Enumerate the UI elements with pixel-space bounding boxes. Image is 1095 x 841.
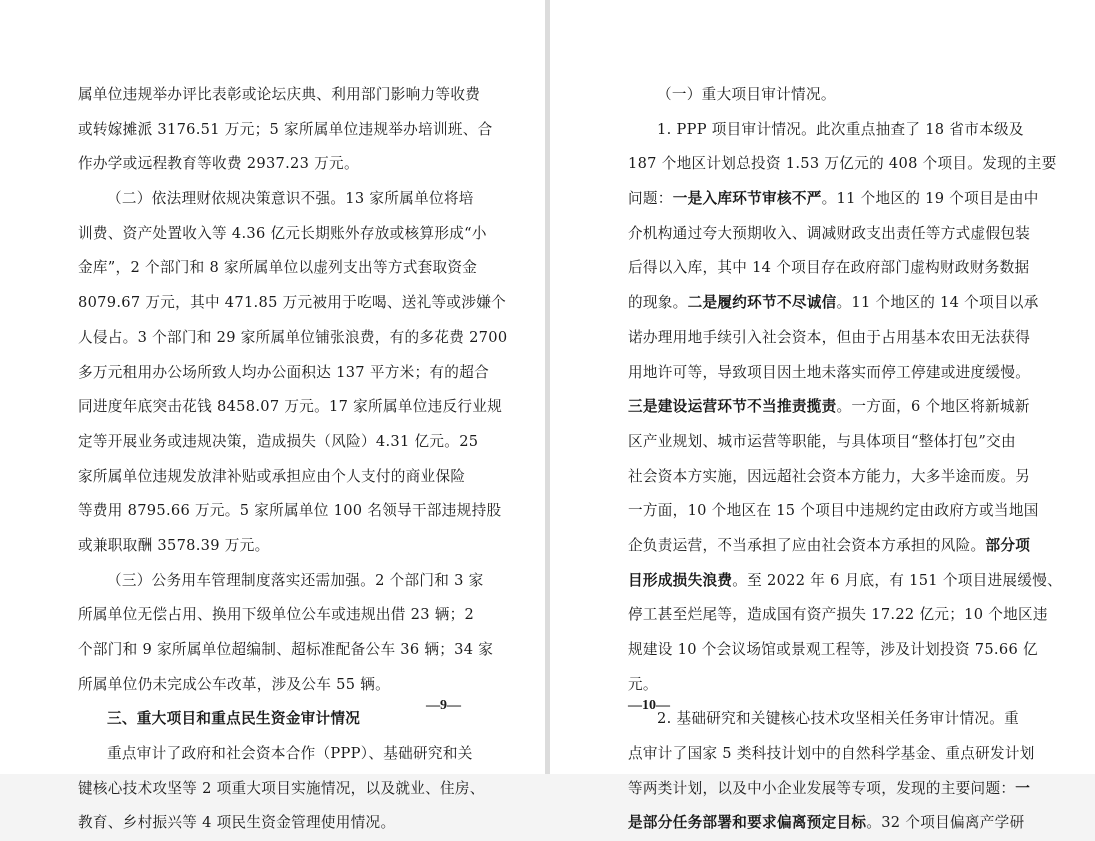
text-run: 点审计了国家 5 类科技计划中的自然科学基金、重点研发计划 xyxy=(628,745,1035,763)
text-run: 。32 个项目偏离产学研 xyxy=(866,814,1025,832)
text-line xyxy=(78,598,475,633)
left-page-text xyxy=(78,78,508,841)
text-line xyxy=(78,425,479,460)
text-line xyxy=(628,251,1030,286)
subsection-heading xyxy=(628,78,1020,113)
text-run: 或兼职取酬 3578.39 万元。 xyxy=(78,536,270,554)
paragraph-start xyxy=(628,113,1024,148)
text-run: 。11 个地区的 19 个项目是由中 xyxy=(821,190,1039,208)
text-run: 所属单位无偿占用、换用下级单位公车或违规出借 23 辆；2 xyxy=(78,606,475,624)
bold-finding: 一 xyxy=(1015,779,1031,797)
text-run: 诺办理用地手续引入社会资本，但由于占用基本农田无法获得 xyxy=(628,328,1031,346)
text-run: 或转嫁摊派 3176.51 万元；5 家所属单位违规举办培训班、合 xyxy=(78,120,493,138)
section-heading xyxy=(78,702,470,737)
text-line xyxy=(78,217,487,252)
text-line xyxy=(78,460,470,495)
bold-finding: 二是履约环节不尽诚信 xyxy=(687,294,837,312)
text-line xyxy=(78,529,470,564)
text-line xyxy=(628,806,1025,841)
text-line xyxy=(78,633,494,668)
text-run: 人侵占。3 个部门和 29 家所属单位铺张浪费，有的多花费 2700 xyxy=(78,328,508,346)
text-run: 家所属单位违规发放津补贴或承担应由个人支付的商业保险 xyxy=(78,467,466,485)
text-run: 训费、资产处置收入等 4.36 亿元长期账外存放或核算形成“小 xyxy=(78,224,487,242)
text-run: 问题： xyxy=(628,190,673,208)
text-line xyxy=(78,147,470,182)
text-run: 金库”，2 个部门和 8 家所属单位以虚列支出等方式套取资金 xyxy=(78,259,478,277)
subsection-heading: （三）公务用车管理制度落实还需加强。2 个部门和 3 家 xyxy=(107,571,484,589)
text-run: 停工甚至烂尾等，造成国有资产损失 17.22 亿元；10 个地区违 xyxy=(628,606,1048,624)
text-run: 2. 基础研究和关键核心技术攻坚相关任务审计情况。重 xyxy=(657,710,1020,728)
text-run: 同进度年底突击花钱 8458.07 万元。17 家所属单位违反行业规 xyxy=(78,398,503,416)
text-line xyxy=(628,772,1031,807)
text-run: 介机构通过夸大预期收入、调减财政支出责任等方式虚假包装 xyxy=(628,224,1031,242)
section-heading-text: 三、重大项目和重点民生资金审计情况 xyxy=(107,710,361,728)
text-run: 用地许可等，导致项目因土地未落实而停工停建或进度缓慢。 xyxy=(628,363,1031,381)
text-line xyxy=(628,286,1039,321)
text-line xyxy=(78,251,478,286)
bold-finding: 目形成损失浪费 xyxy=(628,571,733,589)
left-page xyxy=(0,0,545,832)
text-line xyxy=(78,772,485,807)
text-run: 教育、乡村振兴等 4 项民生资金管理使用情况。 xyxy=(78,814,396,832)
text-line xyxy=(628,390,1030,425)
bold-finding: 是部分任务部署和要求偏离预定目标 xyxy=(628,814,867,832)
text-run: 企负责运营，不当承担了应由社会资本方承担的风险。 xyxy=(628,536,986,554)
text-line xyxy=(628,529,1031,564)
text-line xyxy=(78,494,502,529)
text-run: 所属单位仍未完成公车改革，涉及公车 55 辆。 xyxy=(78,675,391,693)
paragraph-start xyxy=(78,564,484,599)
text-run: 等费用 8795.66 万元。5 家所属单位 100 名领导干部违规持股 xyxy=(78,502,502,520)
subsection-heading: （二）依法理财依规决策意识不强。13 家所属单位将培 xyxy=(107,190,474,208)
text-line xyxy=(628,460,1031,495)
text-line xyxy=(628,737,1035,772)
text-run: 规建设 10 个会议场馆或景观工程等，涉及计划投资 75.66 亿 xyxy=(628,641,1038,658)
text-line xyxy=(78,668,470,703)
text-line xyxy=(78,321,508,356)
text-line xyxy=(628,425,1020,460)
text-line xyxy=(78,356,489,391)
text-line xyxy=(628,494,1039,529)
text-run: 重点审计了政府和社会资本合作（PPP）、基础研究和关 xyxy=(107,745,473,763)
text-run: （一）重大项目审计情况。 xyxy=(657,86,836,103)
text-run: 等两类计划，以及中小企业发展等专项，发现的主要问题： xyxy=(628,779,1016,797)
text-line xyxy=(628,564,1062,599)
text-run: 作办学或远程教育等收费 2937.23 万元。 xyxy=(78,155,359,173)
text-line xyxy=(78,390,503,425)
text-run: 社会资本方实施，因远超社会资本方能力，大多半途而废。另 xyxy=(628,467,1031,485)
text-line xyxy=(628,321,1031,356)
text-line xyxy=(78,78,481,113)
text-run: 的现象。 xyxy=(628,294,688,312)
text-run: 元。 xyxy=(628,675,658,693)
paragraph-start xyxy=(78,737,473,772)
text-line xyxy=(628,633,1038,668)
paragraph-start xyxy=(628,702,1020,737)
text-run: 。一方面，6 个地区将新城新 xyxy=(836,398,1030,416)
page-number: —9— xyxy=(426,698,461,713)
text-run: 定等开展业务或违规决策，造成损失（风险）4.31 亿元。25 xyxy=(78,432,479,450)
text-line xyxy=(628,598,1048,633)
text-run: 后得以入库，其中 14 个项目存在政府部门虚构财政财务数据 xyxy=(628,259,1030,277)
paragraph-start xyxy=(78,182,474,217)
text-run: 8079.67 万元，其中 471.85 万元被用于吃喝、送礼等或涉嫌个 xyxy=(78,294,507,312)
bold-finding: 部分项 xyxy=(985,536,1031,554)
right-page xyxy=(550,0,1095,832)
text-line xyxy=(78,806,470,841)
text-line xyxy=(628,356,1031,391)
bold-finding: 一是入库环节审核不严 xyxy=(672,190,822,208)
text-line xyxy=(628,182,1039,217)
bold-finding: 三是建设运营环节不当推责揽责 xyxy=(628,398,837,416)
text-run: 键核心技术攻坚等 2 项重大项目实施情况，以及就业、住房、 xyxy=(78,779,485,797)
text-run: 区产业规划、城市运营等职能，与具体项目“整体打包”交由 xyxy=(628,432,1016,450)
text-line xyxy=(628,668,1020,703)
text-line xyxy=(78,113,493,148)
page-number: —10— xyxy=(628,698,670,713)
text-run: 属单位违规举办评比表彰或论坛庆典、利用部门影响力等收费 xyxy=(78,86,481,103)
text-run: 一方面，10 个地区在 15 个项目中违规约定由政府方或当地国 xyxy=(628,502,1039,520)
text-run: 。11 个地区的 14 个项目以承 xyxy=(836,294,1039,312)
text-line xyxy=(628,147,1057,182)
text-run: 个部门和 9 家所属单位超编制、超标准配备公车 36 辆；34 家 xyxy=(78,641,494,658)
text-line xyxy=(78,286,507,321)
text-line xyxy=(628,217,1031,252)
text-run: 1. PPP 项目审计情况。此次重点抽查了 18 省市本级及 xyxy=(657,120,1024,138)
right-page-text xyxy=(628,78,1062,841)
text-run: 。至 2022 年 6 月底，有 151 个项目进展缓慢、 xyxy=(732,571,1062,589)
text-run: 187 个地区计划总投资 1.53 万亿元的 408 个项目。发现的主要 xyxy=(628,155,1057,173)
text-run: 多万元租用办公场所致人均办公面积达 137 平方米；有的超合 xyxy=(78,363,489,381)
